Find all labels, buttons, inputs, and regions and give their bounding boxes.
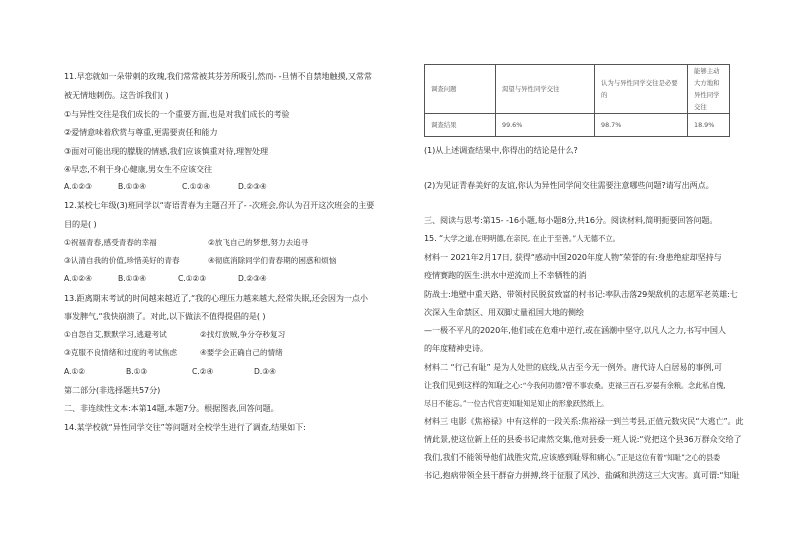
q11-option-a[interactable]: A.①②③ [64,182,92,191]
table-header-row [425,65,730,114]
material3-line-4: 书记,抱病带领全县干群奋力拼搏,终于征服了风沙、盐碱和洪涝这三大灾害。真可谓:“知耻 [424,470,740,480]
q12-option-d[interactable]: D.②③④ [238,274,267,283]
material2-poem-line-2: 尽日不能忘。” [424,399,467,408]
q13-stem-line-2: 事发脾气,“我快崩溃了。对此,以下做法不值得提倡的是( ) [64,311,266,321]
q15-quote: 大学之道,在明明德,在亲民, 在止于至善 [443,234,569,243]
q13-item-2: ②找灯放贼,争分夺秒复习 [200,330,286,339]
q13-option-d[interactable]: D.③④ [254,367,276,376]
table-cell: 18.9% [688,114,730,137]
q15-stem [424,232,620,245]
material1-line-3: 防战士:地壁中重天路、带领村民脱贫致富的村书记:率队击落29架敌机的志愿军老英雄:七 [424,289,738,299]
q11-stem-line-2: 被无情地刺伤。这告诉我们( ) [64,90,169,100]
q11-item-3: ③面对可能出现的朦胧的情感,我们应该慎重对待,理智处理 [64,146,268,156]
survey-table [424,64,730,137]
q11-item-1: ①与异性交往是我们成长的一个重要方面,也是对我们成长的考验 [64,109,290,119]
q11-item-2: ②爱情意味着欣赏与尊重,更需要责任和能力 [64,127,218,137]
material1-line-1: 材料一 2021年2月17日, 获得“感动中国2020年度人物”荣誉的有:身患绝症却坚持与 [424,252,722,262]
q13-stem-line-1: 13.距离期末考试的时间越来越近了,“我的心理压力越来越大,经常失眠,还会因为一点小 [64,293,368,303]
q12-option-c[interactable]: C.①②③ [178,274,207,283]
material2-line-1: 材料二 “行己有耻” 是为人处世的底线,从古至今无一例外。唐代诗人白居易的事例,可 [424,362,722,372]
material2-line-3 [424,397,608,410]
q12-item-3: ③认清自我的价值,珍惜美好的青春 [64,256,180,265]
q13-option-a[interactable]: A.①② [64,367,86,376]
section3-heading: 三、阅读与思考:第15- -16小题,每小题8分,共16分。阅读材料,简明扼要回答问题。 [424,215,718,225]
q13-option-b[interactable]: B.①③ [126,367,148,376]
q13-item-4: ④要学会正确自己的情绪 [200,348,283,357]
table-cell: 99.6% [496,114,595,137]
q12-item-1: ①祝福青春,感受青春的幸福 [64,238,157,247]
table-header-cell: 能够主动大方地和异性同学交往 [688,65,730,114]
table-row [425,114,730,137]
table-header-cell: 渴望与异性同学交往 [496,65,595,114]
material2-poem-line-1: “今我何功德?曾不事农桑。吏禄三百石,岁晏有余粮。念此私自愧, [522,381,726,390]
material3-line-3 [424,451,720,464]
table-row-label: 调查结果 [425,114,496,137]
q11-option-b[interactable]: B.①③④ [118,182,147,191]
q13-item-1: ①自怨自艾,默默学习,逃避考试 [64,330,167,339]
material2-line-2 [424,379,726,392]
table-header-cell: 调查问题 [425,65,496,114]
q12-option-b[interactable]: B.①③④ [118,274,147,283]
q12-stem-line-1: 12.某校七年级(3)班同学以“寄语青春为主题召开了- -次班会,你认为召开这次班会的主要 [64,200,375,210]
q11-option-c[interactable]: C.①②④ [182,182,211,191]
q15-number: 15. “ [424,233,444,243]
table-cell: 98.7% [595,114,688,137]
q14-sub-question-2: (2)为见证青春美好的友谊,你认为异性同学间交往需要注意哪些问题?请写出两点。 [424,180,714,190]
q12-item-4: ④彻底消除同学们青春期的困惑和烦恼 [208,256,337,265]
part2-heading: 第二部分(非选择题共57分) [64,385,161,395]
material2-poem-comment: 一位古代官吏知耻知足知止的形象跃然纸上。 [466,399,609,408]
material1-line-4: 次深入生命禁区、用双脚丈量祖国大地的侧绘 [424,307,584,317]
q15-quote-end: 。”人无德不立。 [568,234,620,243]
material2-line-2-text: 让我们见到这样的知耻之心: [424,380,523,390]
q13-item-3: ③克服不良情绪和过度的考试焦虑 [64,348,178,357]
q11-item-4: ④早恋,不利于身心健康,男女生不应该交往 [64,164,212,174]
material3-comment: 正是这位有着“知耻”之心的县委 [620,453,721,462]
q11-stem-line-1: 11.早恋就如一朵带刺的玫瑰,我们常常被其芬芳所吸引,然而- -旦情不自禁地触摸,又常常 [64,71,372,81]
table-header-cell: 认为与异性同学交往是必要的 [595,65,688,114]
section2-heading: 二、非连续性文本:本第14题,本题7分。根据图表,回答问题。 [64,403,279,413]
q14-stem: 14.某学校就“异性同学交往”等问题对全校学生进行了调查,结果如下: [64,422,306,432]
material1-line-2: 疫情赛跑的医生:洪水中逆流而上不幸牺牲的消 [424,270,587,280]
material3-line-2: 情此景,使这位新上任的县委书记肃然交集,他对县委一班人说:“党把这个县36万群众交给了 [424,434,742,444]
q13-option-c[interactable]: C.②④ [192,367,214,376]
q11-option-d[interactable]: D.②③④ [238,182,267,191]
q12-option-a[interactable]: A.①②④ [64,274,92,283]
material1-line-5: —一极不平凡的2020年,他们或在危难中逆行,或在涵潮中坚守,以凡人之力,书写中国人 [424,325,726,335]
q12-stem-line-2: 目的是( ) [64,219,97,229]
material1-line-6: 的年度精神史诗。 [424,343,488,353]
q14-sub-question-1: (1)从上述调查结果中,你得出的结论是什么? [424,145,578,155]
material3-line-3-text: 我们,我们不能领导他们战胜灾荒,应该感到耻辱和痛心。” [424,452,621,462]
q12-item-2: ②放飞自己的梦想,努力去追寻 [208,238,309,247]
material3-line-1: 材料三 电影《焦裕禄》中有这样的一段关系:焦裕禄一到兰考县,正值元数灾民“大逃亡”。此 [424,416,744,426]
